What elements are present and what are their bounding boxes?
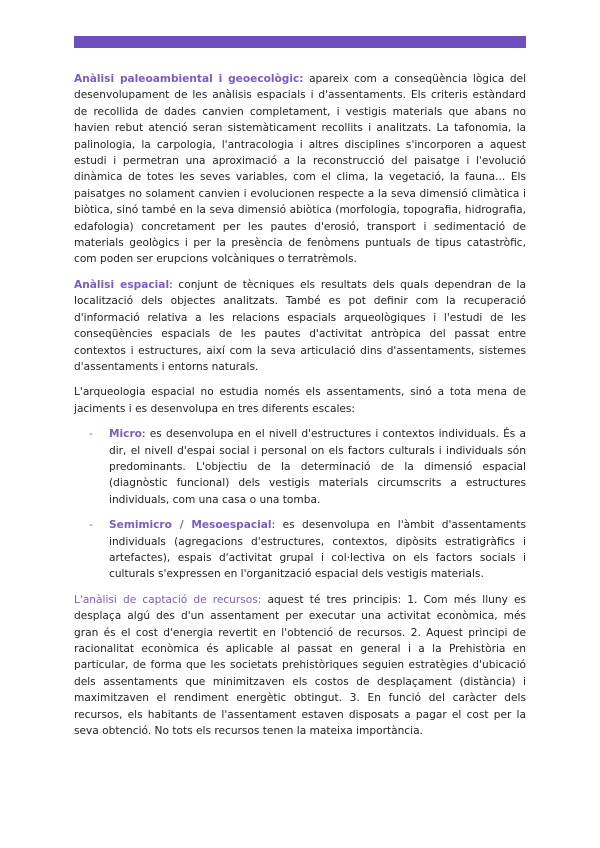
text-micro: : es desenvolupa en el nivell d'estructures i contextos individuals. És a dir, el nivell d'espai social i personal on els factors culturals i individuals són predominants. L'objectiu de la determinació de la dimensió espacial (diagnòstic funcional) dels vestigis materials circumscrits a estructures individuals, com una casa o una tomba. — [109, 428, 526, 506]
document-body — [74, 71, 526, 739]
term-micro: Micro — [109, 428, 142, 441]
term-semimicro: Semimicro / Mesoespacial — [109, 519, 272, 532]
header-accent-bar — [74, 36, 526, 48]
paragraph-espacial — [74, 277, 526, 375]
text-semimicro: : es desenvolupa en l'àmbit d'assentaments individuals (agregacions d'estructures, contextos, dipòsits estratigràfics i artefactes), espais d'activitat grupal i col·lectiva on els factors socials i culturals s'expressen en l'organització espacial dels vestigis materials. — [109, 519, 526, 581]
text-espacial: : conjunt de tècniques els resultats dels quals dependran de la localització dels objectes analitzats. També es pot definir com la recuperació d'informació relativa a les relacions espacials arqueològiques i l'estudi de les conseqüències espacials de les pautes d'activitat antròpica del passat entre contextos i estructures, així com la seva articulació dins d'assentaments, sistemes d'assentaments i entorns naturals. — [74, 278, 526, 373]
list-dash: - — [89, 428, 93, 441]
scales-list — [74, 426, 526, 583]
list-item — [74, 517, 526, 583]
list-dash: - — [89, 519, 93, 532]
paragraph-arqueologia: L'arqueologia espacial no estudia només els assentaments, sinó a tota mena de jaciments i es desenvolupa en tres diferents escales: — [74, 386, 526, 415]
text-captacio: aquest té tres principis: 1. Com més lluny es desplaça algú des d'un assentament per executar una activitat econòmica, més gran és el cost d'energia revertit en l'obtenció de recursos. 2. Aquest principi de racionalitat econòmica és aplicable al passat en general i a la Prehistòria en particular, de forma que les societats prehistòriques seguien estratègies d'ubicació dels assentaments que minimitzaven els costos de desplaçament (distància) i maximitzaven el rendiment energètic obtingut. 3. En funció del caràcter dels recursos, els habitants de l'assentament estaven disposats a pagar el cost per la seva obtenció. No tots els recursos tenen la mateixa importància. — [74, 593, 527, 738]
paragraph-paleoambiental — [74, 71, 526, 268]
text-paleoambiental: apareix com a conseqüència lògica del desenvolupament de les anàlisis espacials i d'assentaments. Els criteris estàndard de recollida de dades canvien completament, i vestigis materials que abans no havien rebut atenció seran sistemàticament recollits i analitzats. La tafonomia, la palinologia, la carpologia, l'antracologia i altres disciplines s'incorporen a aquest estudi i permetran una aproximació a la reconstrucció del paisatge i l'evolució dinàmica de totes les seves variables, com el clima, la vegetació, la fauna... Els paisatges no solament canvien i evolucionen respecte a la seva dimensió climàtica i biòtica, sinó també en la seva dimensió abiòtica (morfologia, topografia, hidrografia, edafologia) concretament per les pautes d'erosió, transport i sedimentació de materials geològics i per la presència de fenòmens puntuals de tipus catastròfic, com poden ser erupcions volcàniques o terratrèmols. — [74, 73, 527, 266]
term-paleoambiental: Anàlisi paleoambiental i geoecològic: — [74, 73, 304, 85]
list-item — [74, 426, 526, 508]
term-captacio: L'anàlisi de captació de recursos: — [74, 593, 262, 606]
term-espacial: Anàlisi espacial — [74, 278, 170, 291]
paragraph-captacio — [74, 592, 526, 740]
